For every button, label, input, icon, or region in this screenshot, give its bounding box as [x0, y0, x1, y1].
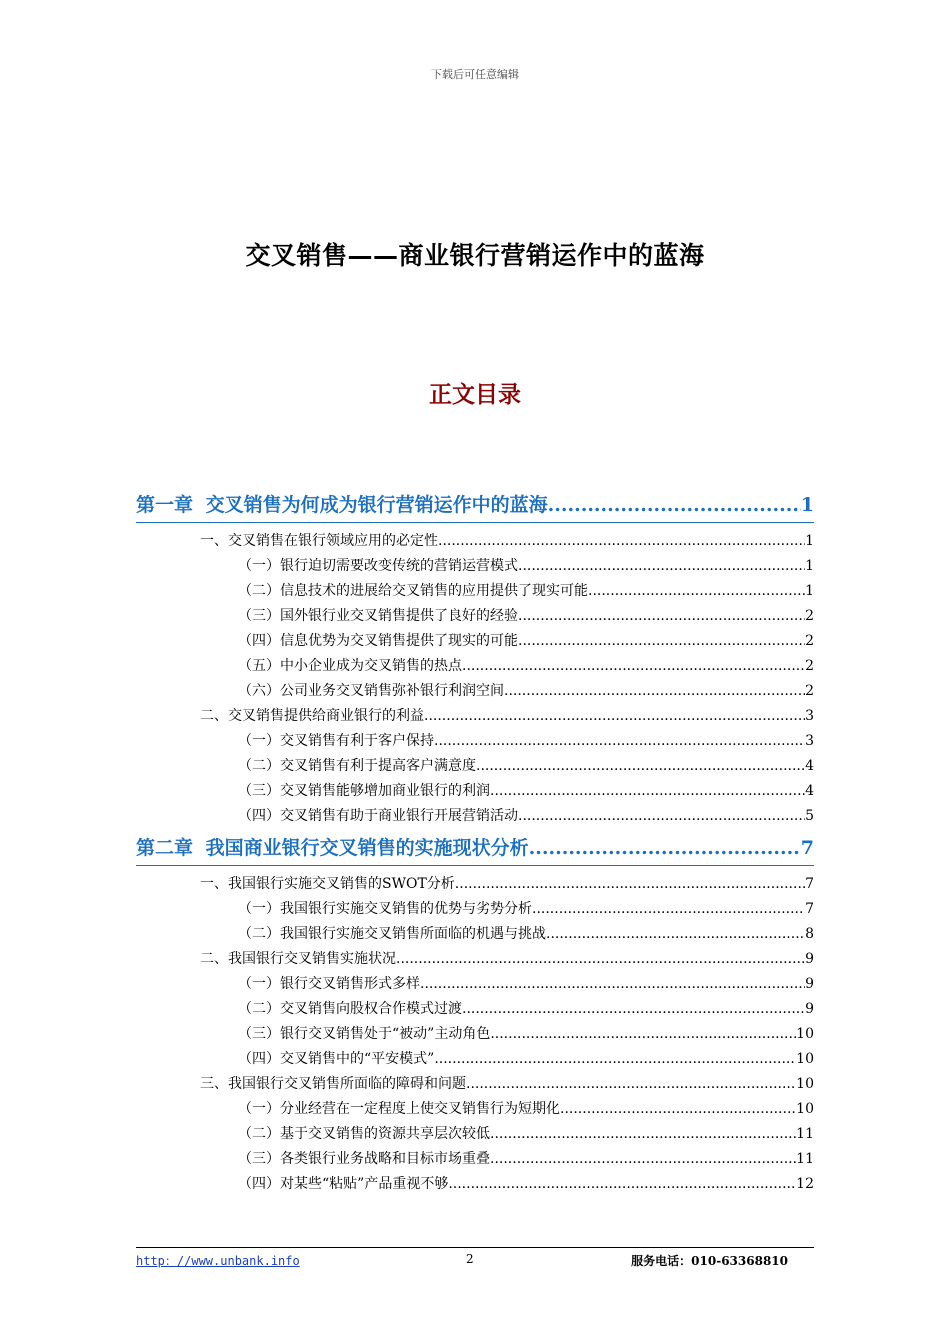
toc-entry-page: 10 — [796, 1026, 814, 1042]
toc-heading: 正文目录 — [429, 381, 521, 408]
toc-subsection-entry[interactable] — [136, 1097, 814, 1122]
toc-leader-dots — [529, 831, 801, 865]
toc-leader-dots — [462, 654, 805, 679]
footer-link[interactable]: http：//www.unbank.info — [136, 1254, 300, 1268]
toc-subsection-entry[interactable] — [136, 972, 814, 997]
toc-leader-dots — [518, 604, 805, 629]
toc-entry-title: 第二章 我国商业银行交叉销售的实施现状分析 — [136, 837, 529, 859]
toc-entry-title: 第一章 交叉销售为何成为银行营销运作中的蓝海 — [136, 494, 548, 516]
toc-entry-page: 1 — [805, 558, 814, 574]
toc-leader-dots — [518, 629, 805, 654]
toc-entry-page: 1 — [800, 494, 814, 516]
toc-entry-title: （三）银行交叉销售处于“被动”主动角色 — [238, 1026, 491, 1042]
toc-entry-page: 9 — [805, 1001, 814, 1017]
table-of-contents — [136, 486, 814, 1197]
toc-leader-dots — [490, 1147, 796, 1172]
page-header: 下载后可任意编辑 — [431, 68, 519, 81]
toc-entry-page: 9 — [805, 976, 814, 992]
toc-entry-page: 10 — [796, 1101, 814, 1117]
toc-entry-title: （五）中小企业成为交叉销售的热点 — [238, 658, 462, 674]
toc-entry-page: 8 — [805, 926, 814, 942]
toc-section-entry[interactable] — [136, 529, 814, 554]
toc-entry-title: （四）交叉销售中的“平安模式” — [238, 1051, 435, 1067]
page-number: 2 — [466, 1252, 474, 1266]
toc-entry-page: 11 — [796, 1151, 814, 1167]
toc-leader-dots — [518, 804, 805, 829]
toc-entry-title: 一、交叉销售在银行领域应用的必定性 — [200, 533, 438, 549]
toc-entry-page: 7 — [805, 876, 814, 892]
toc-entry-title: （三）国外银行业交叉销售提供了良好的经验 — [238, 608, 518, 624]
toc-entry-title: （二）交叉销售有利于提高客户满意度 — [238, 758, 476, 774]
toc-entry-page: 3 — [805, 708, 814, 724]
toc-leader-dots — [424, 704, 805, 729]
toc-entry-page: 11 — [796, 1126, 814, 1142]
toc-chapter-entry[interactable] — [136, 488, 814, 523]
toc-entry-page: 12 — [796, 1176, 814, 1192]
toc-subsection-entry[interactable] — [136, 579, 814, 604]
toc-leader-dots — [518, 554, 805, 579]
toc-entry-page: 1 — [805, 583, 814, 599]
toc-subsection-entry[interactable] — [136, 1122, 814, 1147]
toc-entry-title: （一）分业经营在一定程度上使交叉销售行为短期化 — [238, 1101, 560, 1117]
toc-entry-title: 二、交叉销售提供给商业银行的利益 — [200, 708, 424, 724]
toc-subsection-entry[interactable] — [136, 629, 814, 654]
footer-divider — [136, 1247, 814, 1248]
toc-entry-page: 1 — [805, 533, 814, 549]
toc-section-entry[interactable] — [136, 872, 814, 897]
toc-leader-dots — [490, 1122, 796, 1147]
toc-leader-dots — [448, 1172, 796, 1197]
toc-leader-dots — [546, 922, 805, 947]
toc-subsection-entry[interactable] — [136, 604, 814, 629]
page-footer — [136, 1252, 814, 1270]
toc-section-entry[interactable] — [136, 704, 814, 729]
toc-entry-page: 2 — [805, 608, 814, 624]
toc-leader-dots — [462, 997, 805, 1022]
toc-subsection-entry[interactable] — [136, 1147, 814, 1172]
toc-entry-title: （二）信息技术的进展给交叉销售的应用提供了现实可能 — [238, 583, 588, 599]
toc-entry-title: （二）我国银行实施交叉销售所面临的机遇与挑战 — [238, 926, 546, 942]
toc-entry-page: 10 — [796, 1076, 814, 1092]
toc-entry-title: （一）银行交叉销售形式多样 — [238, 976, 420, 992]
toc-subsection-entry[interactable] — [136, 654, 814, 679]
toc-leader-dots — [532, 897, 805, 922]
toc-subsection-entry[interactable] — [136, 922, 814, 947]
toc-subsection-entry[interactable] — [136, 679, 814, 704]
toc-subsection-entry[interactable] — [136, 554, 814, 579]
toc-chapter-entry[interactable] — [136, 831, 814, 866]
toc-leader-dots — [560, 1097, 796, 1122]
toc-entry-page: 2 — [805, 683, 814, 699]
document-title: 交叉销售——商业银行营销运作中的蓝海 — [245, 241, 705, 270]
toc-entry-title: （二）基于交叉销售的资源共享层次较低 — [238, 1126, 490, 1142]
toc-entry-page: 7 — [800, 837, 814, 859]
toc-entry-title: 一、我国银行实施交叉销售的SWOT分析 — [200, 876, 455, 892]
toc-subsection-entry[interactable] — [136, 779, 814, 804]
toc-entry-page: 10 — [796, 1051, 814, 1067]
toc-subsection-entry[interactable] — [136, 897, 814, 922]
toc-entry-title: 二、我国银行交叉销售实施状况 — [200, 951, 396, 967]
toc-subsection-entry[interactable] — [136, 729, 814, 754]
toc-entry-page: 9 — [805, 951, 814, 967]
toc-leader-dots — [476, 754, 805, 779]
toc-entry-title: （二）交叉销售向股权合作模式过渡 — [238, 1001, 462, 1017]
toc-subsection-entry[interactable] — [136, 754, 814, 779]
toc-leader-dots — [420, 972, 805, 997]
toc-entry-page: 5 — [805, 808, 814, 824]
toc-subsection-entry[interactable] — [136, 1022, 814, 1047]
toc-entry-title: （一）交叉销售有利于客户保持 — [238, 733, 434, 749]
toc-entry-page: 3 — [805, 733, 814, 749]
toc-entry-page: 4 — [805, 758, 814, 774]
toc-entry-title: （三）交叉销售能够增加商业银行的利润 — [238, 783, 490, 799]
toc-entry-title: （一）银行迫切需要改变传统的营销运营模式 — [238, 558, 518, 574]
toc-section-entry[interactable] — [136, 947, 814, 972]
toc-leader-dots — [490, 779, 805, 804]
toc-entry-title: （四）对某些“粘贴”产品重视不够 — [238, 1176, 449, 1192]
toc-subsection-entry[interactable] — [136, 1172, 814, 1197]
toc-leader-dots — [490, 1022, 796, 1047]
toc-entry-title: （六）公司业务交叉销售弥补银行利润空间 — [238, 683, 504, 699]
toc-entry-title: 三、我国银行交叉销售所面临的障碍和问题 — [200, 1076, 466, 1092]
toc-entry-title: （三）各类银行业务战略和目标市场重叠 — [238, 1151, 490, 1167]
toc-leader-dots — [438, 529, 805, 554]
toc-leader-dots — [434, 1047, 796, 1072]
toc-leader-dots — [548, 488, 801, 522]
toc-entry-page: 2 — [805, 633, 814, 649]
toc-leader-dots — [396, 947, 805, 972]
toc-leader-dots — [504, 679, 805, 704]
toc-entry-title: （四）交叉销售有助于商业银行开展营销活动 — [238, 808, 518, 824]
toc-entry-page: 2 — [805, 658, 814, 674]
toc-subsection-entry[interactable] — [136, 997, 814, 1022]
toc-entry-title: （一）我国银行实施交叉销售的优势与劣势分析 — [238, 901, 532, 917]
footer-phone: 服务电话：010-63368810 — [631, 1254, 788, 1268]
toc-leader-dots — [434, 729, 805, 754]
toc-leader-dots — [466, 1072, 796, 1097]
toc-entry-page: 7 — [805, 901, 814, 917]
toc-entry-title: （四）信息优势为交叉销售提供了现实的可能 — [238, 633, 518, 649]
toc-leader-dots — [455, 872, 805, 897]
toc-entry-page: 4 — [805, 783, 814, 799]
toc-subsection-entry[interactable] — [136, 1047, 814, 1072]
toc-subsection-entry[interactable] — [136, 804, 814, 829]
toc-leader-dots — [588, 579, 805, 604]
toc-section-entry[interactable] — [136, 1072, 814, 1097]
